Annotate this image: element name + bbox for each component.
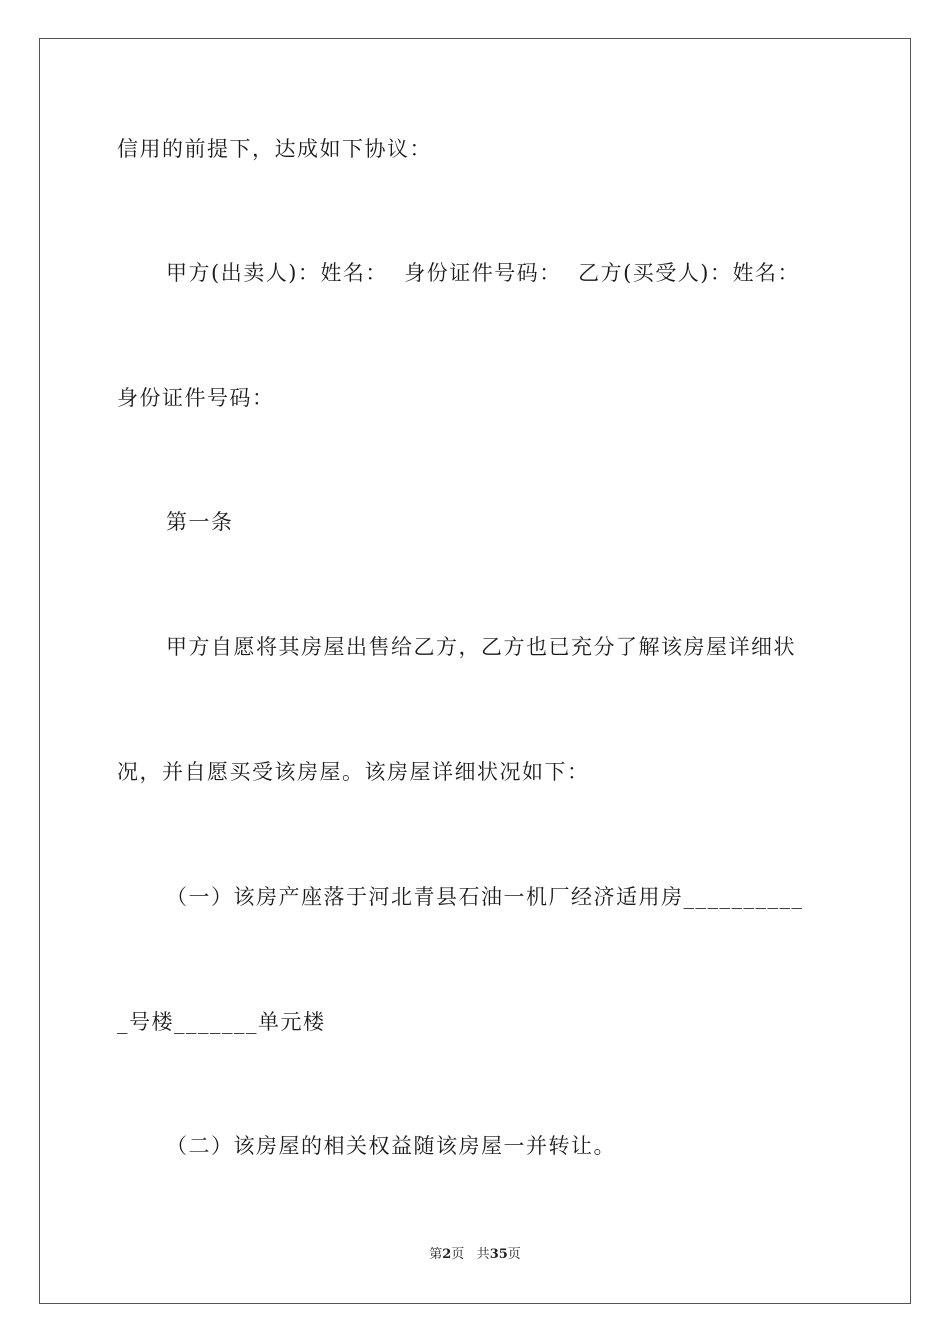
footer-total-pages: 35	[489, 1247, 508, 1262]
footer-page-suffix: 页	[451, 1247, 465, 1262]
text-line-clause-1: （一）该房产座落于河北青县石油一机厂经济适用房__________	[166, 885, 804, 909]
text-line-clause-2: （二）该房屋的相关权益随该房屋一并转让。	[166, 1134, 616, 1158]
page-footer	[0, 1246, 950, 1264]
footer-total-prefix: 共	[476, 1247, 490, 1262]
footer-page-prefix: 第	[429, 1247, 443, 1262]
text-line-buyer-id: 身份证件号码：	[117, 386, 275, 410]
text-line-parties: 甲方(出卖人)：姓名： 身份证件号码： 乙方(买受人)：姓名：	[166, 261, 800, 285]
footer-page-number: 2	[442, 1247, 452, 1262]
text-line-sale-statement: 甲方自愿将其房屋出售给乙方，乙方也已充分了解该房屋详细状	[166, 635, 796, 659]
footer-total-suffix: 页	[507, 1247, 521, 1262]
page-border	[39, 38, 911, 1304]
article-heading: 第一条	[166, 510, 234, 534]
text-line-clause-1-cont: _号楼_______单元楼	[117, 1010, 326, 1034]
text-line-sale-statement-cont: 况，并自愿买受该房屋。该房屋详细状况如下：	[117, 760, 590, 784]
text-line-agreement-intro: 信用的前提下，达成如下协议：	[117, 137, 432, 161]
